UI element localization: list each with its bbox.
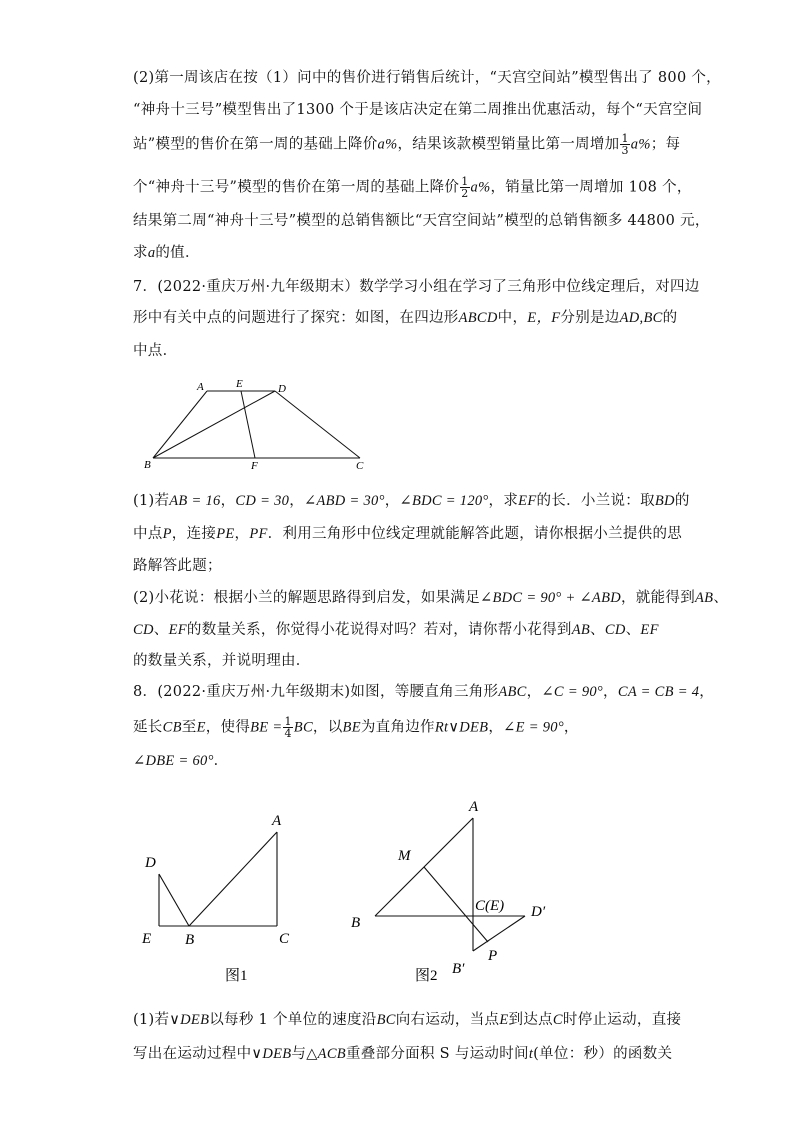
fig1-caption: 图1 bbox=[225, 968, 248, 984]
label-f: F bbox=[251, 460, 258, 472]
fig2-label-p: P bbox=[488, 948, 498, 964]
fraction-one-quarter: $\frac{1}{4}$ bbox=[284, 715, 292, 740]
p7-part1-line-1: (1)若AB = 16，CD = 30，∠ABD = 30°，∠BDC = 120°，求EF的长．小兰说：取BD的 bbox=[133, 493, 690, 509]
fig1-label-b: B bbox=[185, 932, 195, 948]
p7-part1-line-2: 中点P，连接PE，PF．利用三角形中位线定理就能解答此题，请你根据小兰提供的思 bbox=[133, 526, 683, 542]
segment-dc bbox=[275, 391, 360, 458]
figure-1 bbox=[135, 805, 305, 990]
p6-line-6: 求a的值． bbox=[133, 245, 200, 261]
p7-part2-line-3: 的数量关系，并说明理由． bbox=[133, 653, 311, 669]
p6-line-4: 个“神舟十三号”模型的售价在第一周的基础上降价 $\frac{1}{2}$ a%，销量比第一周增加 108 个， bbox=[133, 175, 692, 200]
fig1-label-e: E bbox=[142, 931, 152, 947]
p8-line-3: ∠DBE = 60°． bbox=[133, 753, 229, 769]
fraction-one-third: $\frac{1}{3}$ bbox=[621, 132, 629, 157]
fig1-label-c: C bbox=[279, 931, 290, 947]
p6-line-3: 站”模型的售价在第一周的基础上降价a%，结果该款模型销量比第一周增加 $\frac{1}{3}$ a%；每 bbox=[133, 132, 681, 157]
segment-db bbox=[159, 874, 189, 926]
fig2-label-ce: C(E) bbox=[475, 898, 505, 914]
p7-part2-line-2: CD、EF的数量关系，你觉得小花说得对吗？若对，请你帮小花得到AB、CD、EF bbox=[133, 622, 659, 638]
fig2-label-a: A bbox=[469, 799, 479, 815]
fraction-one-half: $\frac{1}{2}$ bbox=[461, 175, 469, 200]
p8-line-2: 延长CB至E，使得BE = $\frac{1}{4}$ BC，以BE为直角边作Rt∨DEB，∠E = 90°， bbox=[133, 715, 579, 740]
fig2-label-b: B bbox=[351, 915, 361, 931]
p7-part2-line-1: (2)小花说：根据小兰的解题思路得到启发，如果满足∠BDC = 90° + ∠ABD，就能得到AB、 bbox=[133, 590, 729, 606]
label-d: D bbox=[278, 383, 286, 395]
fig2-label-dprime: D′ bbox=[531, 904, 546, 920]
p7-part1-line-3: 路解答此题； bbox=[133, 558, 222, 574]
p7-line-2: 形中有关中点的问题进行了探究：如图，在四边形ABCD中，E，F分别是边AD,BC的 bbox=[133, 310, 678, 326]
label-c: C bbox=[356, 460, 364, 472]
p8-line-1: 8．(2022·重庆万州·九年级期末)如图，等腰直角三角形ABC，∠C = 90°，CA = CB = 4， bbox=[133, 684, 715, 700]
p6-line-1: (2)第一周该店在按（1）问中的售价进行销售后统计，“天宫空间站”模型售出了 800 个， bbox=[133, 70, 721, 86]
label-e: E bbox=[236, 378, 243, 390]
p7-line-3: 中点． bbox=[133, 343, 178, 359]
fig2-caption: 图2 bbox=[415, 968, 438, 984]
segment-ab bbox=[153, 391, 207, 458]
p6-line-5: 结果第二周“神舟十三号”模型的总销售额比“天宫空间站”模型的总销售额多 44800 元， bbox=[133, 213, 710, 229]
fig2-label-bprime: B′ bbox=[452, 961, 465, 977]
segment-ef bbox=[241, 391, 255, 458]
p6-line-2: “神舟十三号”模型售出了1300 个于是该店决定在第二周推出优惠活动，每个“天宫空间 bbox=[133, 102, 703, 118]
p8-part1-line-1: (1)若∨DEB以每秒 1 个单位的速度沿BC向右运动，当点E到达点C时停止运动，直接 bbox=[133, 1012, 682, 1028]
label-b: B bbox=[144, 459, 151, 471]
label-a: A bbox=[197, 381, 204, 393]
figure-2 bbox=[345, 790, 570, 990]
quadrilateral-figure bbox=[140, 372, 380, 472]
fig1-label-d: D bbox=[145, 855, 156, 871]
p8-part1-line-2: 写出在运动过程中∨DEB与△ACB重叠部分面积 S 与运动时间t(单位：秒）的函数关 bbox=[133, 1046, 673, 1062]
p7-line-1: 7．(2022·重庆万州·九年级期末）数学学习小组在学习了三角形中位线定理后，对四边 bbox=[133, 279, 700, 295]
segment-bd bbox=[153, 391, 275, 458]
segment-ab bbox=[189, 832, 277, 926]
fig1-label-a: A bbox=[272, 813, 282, 829]
fig2-label-m: M bbox=[398, 848, 411, 864]
